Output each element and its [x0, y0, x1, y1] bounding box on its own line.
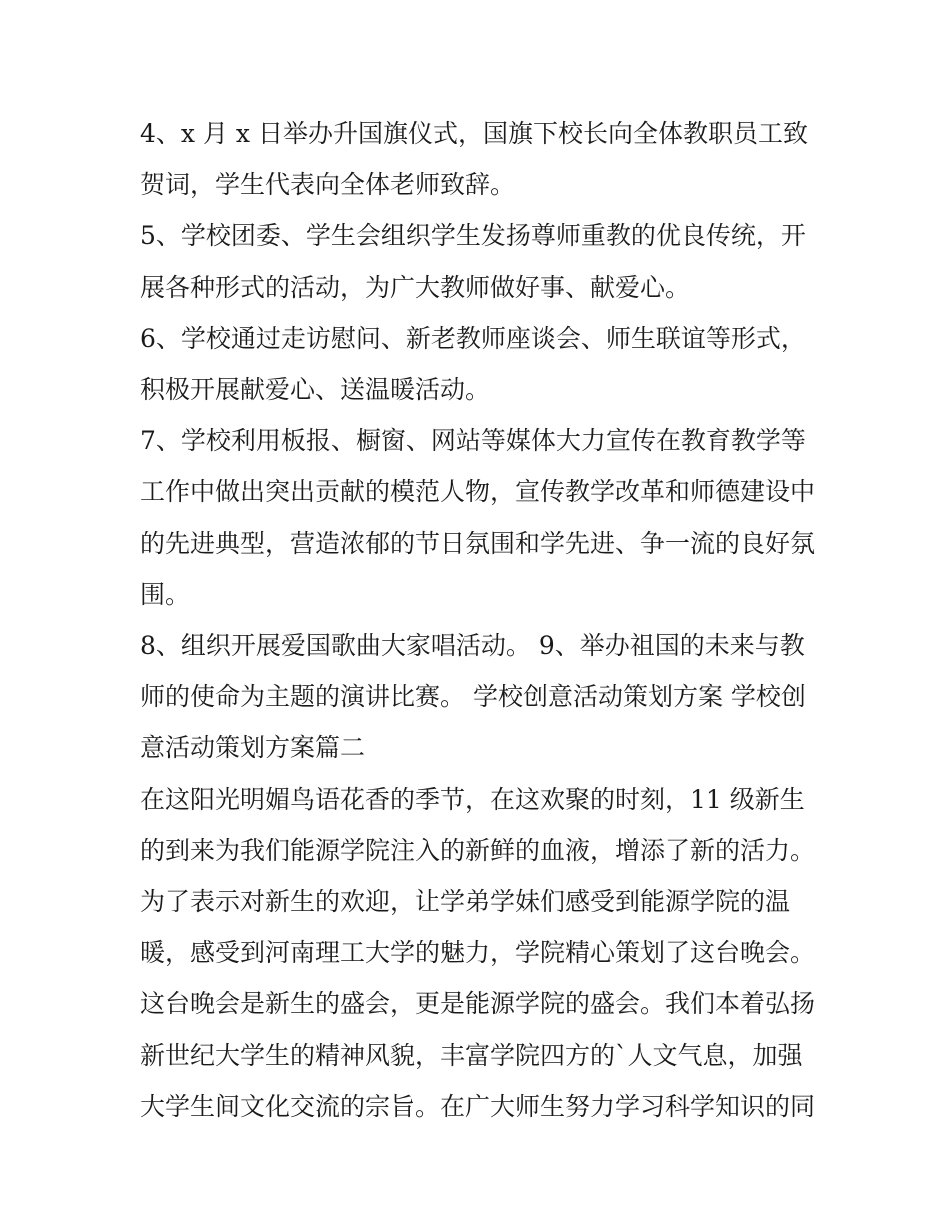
paragraph-welcome: 在这阳光明媚鸟语花香的季节，在这欢聚的时刻，11 级新生的到来为我们能源学院注入的新鲜的血液，增添了新的活力。为了表示对新生的欢迎，让学弟学妹们感受到能源学院的温暖，感受到河南理工大学的魅力，学院精心策划了这台晚会。 — [140, 784, 816, 968]
paragraph-gala-purpose: 这台晚会是新生的盛会，更是能源学院的盛会。我们本着弘扬新世纪大学生的精神风貌，丰富学院四方的`人文气息，加强大学生间文化交流的宗旨。在广大师生努力学习科学知识的同 — [140, 989, 816, 1121]
paragraph-item-7: 7、学校利用板报、橱窗、网站等媒体大力宣传在教育教学等工作中做出突出贡献的模范人物，宣传教学改革和师德建设中的先进典型，营造浓郁的节日氛围和学先进、争一流的良好氛围。 — [140, 426, 816, 609]
document-body — [140, 108, 820, 1132]
paragraph-item-6: 6、学校通过走访慰问、新老教师座谈会、师生联谊等形式，积极开展献爱心、送温暖活动。 — [140, 323, 806, 405]
paragraph-item-5: 5、学校团委、学生会组织学生发扬尊师重教的优良传统，开展各种形式的活动，为广大教师做好事、献爱心。 — [140, 221, 806, 302]
paragraph-item-8-9: 8、组织开展爱国歌曲大家唱活动。 9、举办祖国的未来与教师的使命为主题的演讲比赛。 学校创意活动策划方案 学校创意活动策划方案篇二 — [140, 631, 806, 763]
paragraph-item-4: 4、x 月 x 日举办升国旗仪式，国旗下校长向全体教职员工致贺词，学生代表向全体老师致辞。 — [140, 119, 808, 200]
